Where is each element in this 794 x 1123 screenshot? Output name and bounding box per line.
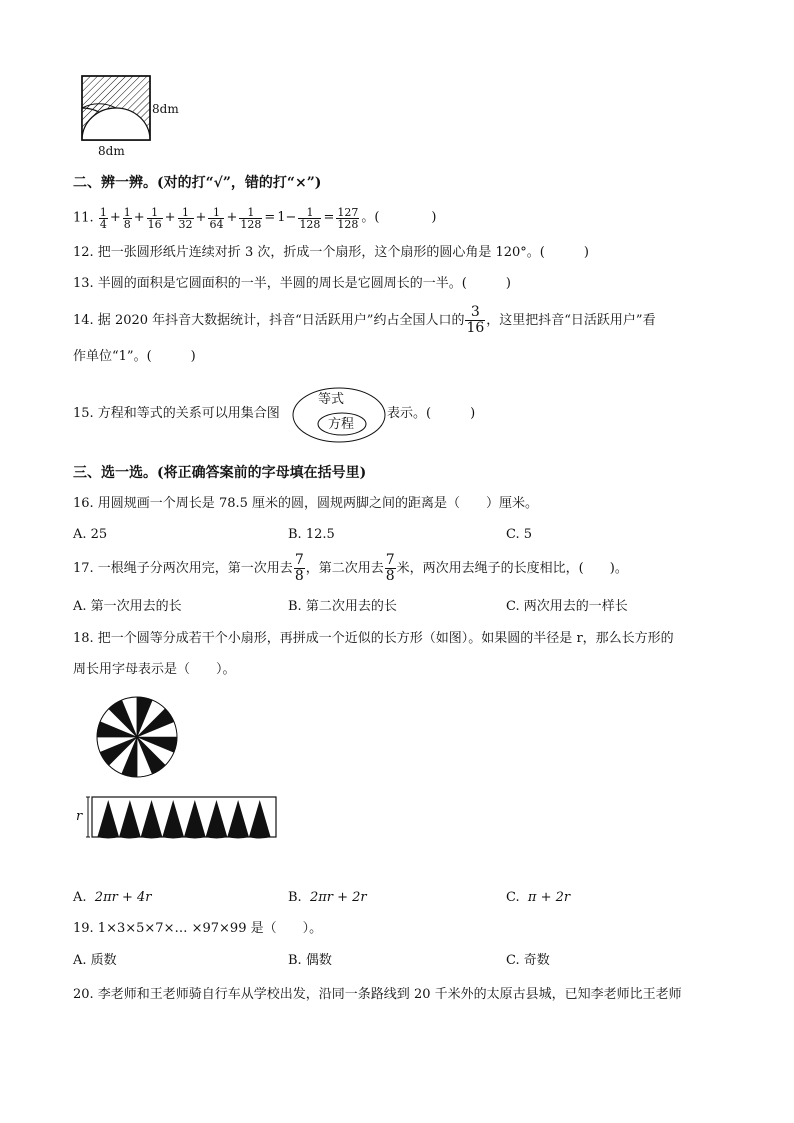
q18-line1: 18. 把一个圆等分成若干个小扇形，再拼成一个近似的长方形（如图）。如果圆的半径是 r，那么长方形的 bbox=[73, 631, 674, 646]
q18-line2: 周长用字母表示是（ ）。 bbox=[73, 662, 236, 677]
q11-f2-n: 1 bbox=[123, 205, 131, 219]
plus: + bbox=[164, 210, 176, 225]
q14-line2: 作单位“1”。( ) bbox=[73, 349, 196, 364]
section2-title: 二、辨一辨。(对的打“√”，错的打“×”) bbox=[73, 175, 322, 191]
q17-mid: ，第二次用去 bbox=[305, 561, 384, 576]
plus: + bbox=[109, 210, 121, 225]
q17-option-a[interactable]: A. 第一次用去的长 bbox=[73, 599, 182, 614]
q15-pre: 15. 方程和等式的关系可以用集合图 bbox=[73, 406, 280, 421]
q14-post: ，这里把抖音“日活跃用户”看 bbox=[486, 313, 656, 328]
equals: = bbox=[264, 210, 276, 225]
equals: = bbox=[323, 210, 335, 225]
bottom-label: 8dm bbox=[98, 144, 125, 158]
q17 bbox=[73, 553, 628, 585]
one-minus: 1− bbox=[277, 210, 297, 225]
q11-f5-n: 1 bbox=[208, 207, 224, 219]
sector-rectangle bbox=[84, 793, 280, 841]
q19-option-c[interactable]: C. 奇数 bbox=[506, 953, 550, 968]
q17-option-c[interactable]: C. 两次用去的一样长 bbox=[506, 599, 628, 614]
q12: 12. 把一张圆形纸片连续对折 3 次，折成一个扇形，这个扇形的圆心角是 120°。( ) bbox=[73, 245, 589, 260]
q11-f1-n: 1 bbox=[99, 205, 107, 219]
q18-option-b[interactable] bbox=[288, 890, 367, 906]
q11-f6-n: 1 bbox=[239, 207, 262, 219]
q14-line1 bbox=[73, 305, 656, 337]
q11-f6-d: 128 bbox=[240, 217, 262, 231]
q17-f2-n: 7 bbox=[385, 552, 395, 568]
q18-option-a[interactable] bbox=[73, 890, 151, 906]
q14-frac-d: 16 bbox=[466, 320, 485, 336]
q19: 19. 1×3×5×7×… ×97×99 是（ ）。 bbox=[73, 921, 323, 936]
plus: + bbox=[133, 210, 145, 225]
q11-r1-d: 128 bbox=[299, 217, 321, 231]
q15-post: 表示。( ) bbox=[387, 406, 476, 421]
q17-pre: 17. 一根绳子分两次用完，第一次用去 bbox=[73, 561, 293, 576]
section3-title: 三、选一选。(将正确答案前的字母填在括号里) bbox=[73, 465, 367, 481]
q18-c-expr: π + 2r bbox=[527, 890, 571, 905]
rect-outline bbox=[92, 797, 276, 837]
q18-c-letter: C. bbox=[506, 890, 520, 905]
q20: 20. 李老师和王老师骑自行车从学校出发，沿同一条路线到 20 千米外的太原古县城，已知李老师比王老师 bbox=[73, 987, 682, 1002]
q11-num: 11. bbox=[73, 210, 94, 226]
q18-option-c[interactable] bbox=[506, 890, 570, 906]
q11-f4-d: 32 bbox=[178, 217, 193, 231]
radius-bracket bbox=[86, 797, 90, 837]
r-label: r bbox=[76, 809, 83, 824]
set-inner-label: 方程 bbox=[328, 417, 355, 432]
q11-r1-n: 1 bbox=[298, 207, 321, 219]
q19-option-b[interactable]: B. 偶数 bbox=[288, 953, 332, 968]
q18-b-letter: B. bbox=[288, 890, 302, 905]
q16-option-a[interactable]: A. 25 bbox=[73, 527, 108, 542]
sector-circle bbox=[95, 695, 179, 779]
q11-r2-n: 127 bbox=[337, 205, 359, 219]
q11-f3-d: 16 bbox=[147, 217, 162, 231]
q17-f1-n: 7 bbox=[294, 552, 304, 568]
plus: + bbox=[226, 210, 238, 225]
q14-pre: 14. 据 2020 年抖音大数据统计，抖音“日活跃用户”约占全国人口的 bbox=[73, 313, 465, 328]
q17-option-b[interactable]: B. 第二次用去的长 bbox=[288, 599, 397, 614]
q16: 16. 用圆规画一个周长是 78.5 厘米的圆，圆规两脚之间的距离是（ ）厘米。 bbox=[73, 496, 539, 511]
q18-b-expr: 2πr + 2r bbox=[309, 890, 367, 905]
q11-f1-d: 4 bbox=[99, 217, 107, 231]
q16-option-b[interactable]: B. 12.5 bbox=[288, 527, 335, 542]
q11-r2-d: 128 bbox=[337, 217, 359, 231]
q17-f1-d: 8 bbox=[294, 568, 304, 584]
side-label: 8dm bbox=[152, 102, 179, 116]
q19-option-a[interactable]: A. 质数 bbox=[73, 953, 117, 968]
q16-option-c[interactable]: C. 5 bbox=[506, 527, 533, 542]
q17-f2-d: 8 bbox=[385, 568, 395, 584]
q11-f3-n: 1 bbox=[147, 207, 163, 219]
q18-a-expr: 2πr + 4r bbox=[94, 890, 152, 905]
q13: 13. 半圆的面积是它圆面积的一半，半圆的周长是它圆周长的一半。( ) bbox=[73, 276, 511, 291]
q14-frac-n: 3 bbox=[465, 305, 485, 321]
q11-f2-d: 8 bbox=[123, 217, 131, 231]
q11-answer-blank[interactable]: 。( ) bbox=[361, 210, 437, 225]
q11-f5-d: 64 bbox=[209, 217, 224, 231]
plus: + bbox=[195, 210, 207, 225]
q18-a-letter: A. bbox=[73, 890, 87, 905]
q11-f4-n: 1 bbox=[178, 207, 194, 219]
q11 bbox=[73, 203, 438, 234]
q17-post: 米，两次用去绳子的长度相比，( )。 bbox=[396, 561, 628, 576]
set-outer-label: 等式 bbox=[318, 392, 345, 407]
